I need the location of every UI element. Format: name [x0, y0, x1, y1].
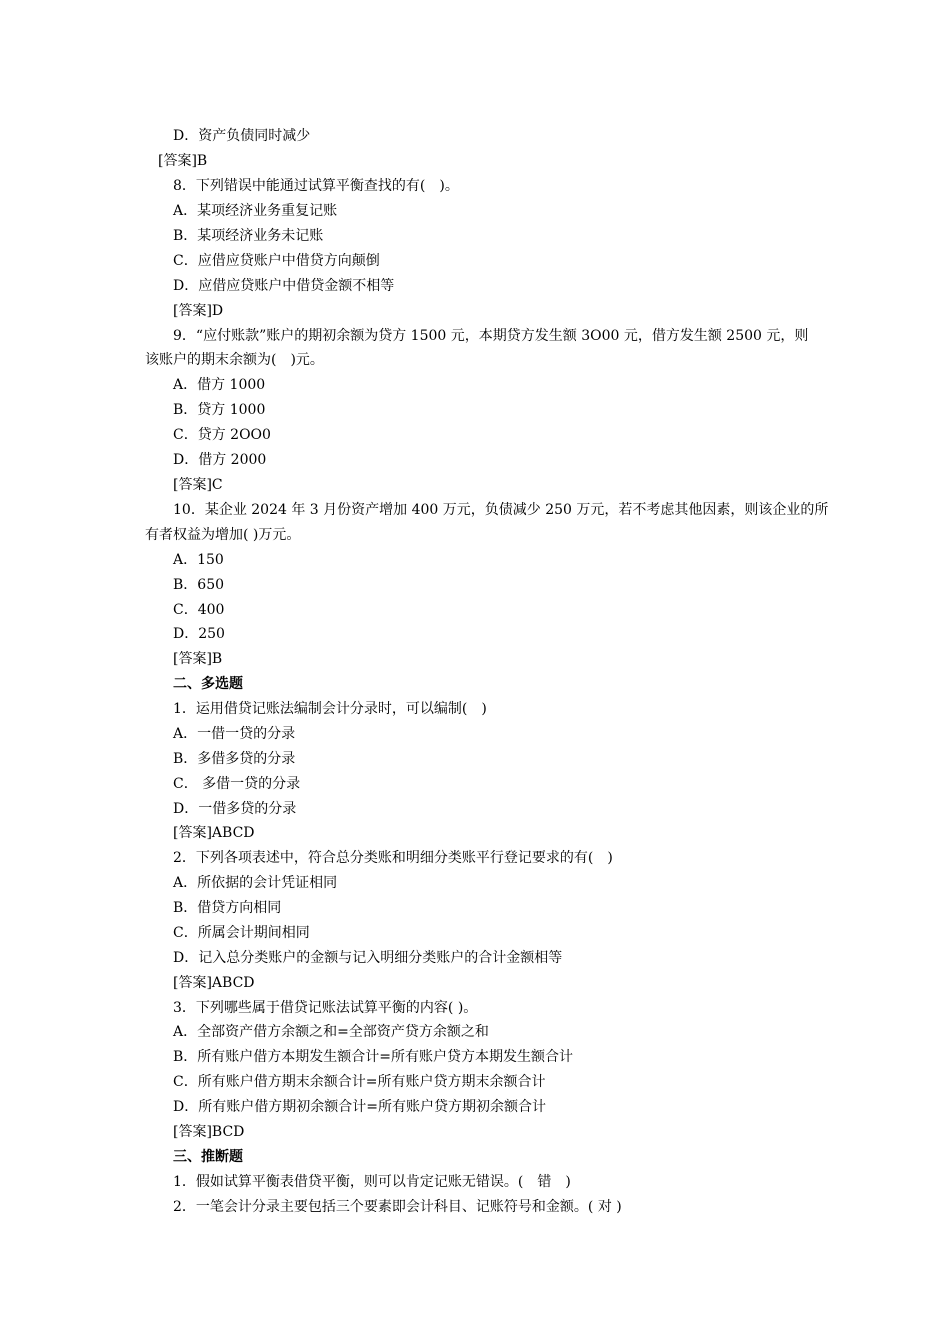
option-line: C．应借应贷账户中借贷方向颠倒	[173, 253, 380, 269]
option-line: D．借方 2000	[173, 452, 267, 468]
option-line: A．某项经济业务重复记账	[173, 203, 338, 219]
answer-line: [答案]B	[173, 651, 223, 667]
option-line: A．所依据的会计凭证相同	[173, 875, 338, 891]
option-line: D．记入总分类账户的金额与记入明细分类账户的合计金额相等	[173, 950, 563, 966]
answer-line: [答案]B	[158, 153, 208, 169]
option-line: D．所有账户借方期初余额合计=所有账户贷方期初余额合计	[173, 1099, 546, 1115]
answer-line: [答案]D	[173, 303, 224, 319]
option-line: B．所有账户借方本期发生额合计=所有账户贷方本期发生额合计	[173, 1049, 574, 1065]
question-line: 10．某企业 2024 年 3 月份资产增加 400 万元，负债减少 250 万元，若不考虑其他因素，则该企业的所	[173, 502, 829, 518]
option-line: B．借贷方向相同	[173, 900, 282, 916]
option-line: D．250	[173, 626, 225, 642]
question-line: 9．“应付账款”账户的期初余额为贷方 1500 元，本期贷方发生额 3O00 元，借方发生额 2500 元，则	[173, 328, 809, 344]
question-line-continued: 有者权益为增加( )万元。	[145, 527, 301, 543]
answer-line: [答案]ABCD	[173, 825, 255, 841]
section-heading: 三、推断题	[173, 1149, 243, 1165]
option-line: C．所属会计期间相同	[173, 925, 310, 941]
option-line: B．多借多贷的分录	[173, 751, 296, 767]
option-line: B．贷方 1000	[173, 402, 266, 418]
option-line: B．650	[173, 577, 225, 593]
section-heading: 二、多选题	[173, 676, 243, 692]
option-line: D．应借应贷账户中借贷金额不相等	[173, 278, 395, 294]
option-line: C． 多借一贷的分录	[173, 776, 301, 792]
question-line: 8．下列错误中能通过试算平衡查找的有( )。	[173, 178, 459, 194]
answer-line: [答案]BCD	[173, 1124, 245, 1140]
option-line: A．全部资产借方余额之和=全部资产贷方余额之和	[173, 1024, 489, 1040]
judgment-line: 2．一笔会计分录主要包括三个要素即会计科目、记账符号和金额。( 对 )	[173, 1199, 622, 1215]
question-line: 2．下列各项表述中，符合总分类账和明细分类账平行登记要求的有( )	[173, 850, 613, 866]
question-line: 1．运用借贷记账法编制会计分录时，可以编制( )	[173, 701, 487, 717]
answer-line: [答案]ABCD	[173, 975, 255, 991]
option-line: A．借方 1000	[173, 377, 266, 393]
option-line: C．贷方 2OO0	[173, 427, 271, 443]
option-line: C．所有账户借方期末余额合计=所有账户贷方期末余额合计	[173, 1074, 546, 1090]
question-line: 3．下列哪些属于借贷记账法试算平衡的内容( )。	[173, 1000, 478, 1016]
option-line: D．一借多贷的分录	[173, 801, 297, 817]
answer-line: [答案]C	[173, 477, 223, 493]
question-line-continued: 该账户的期末余额为( )元。	[145, 352, 324, 368]
option-line: D．资产负债同时减少	[173, 128, 311, 144]
judgment-line: 1．假如试算平衡表借贷平衡，则可以肯定记账无错误。( 错 )	[173, 1174, 571, 1190]
option-line: A．一借一贷的分录	[173, 726, 296, 742]
option-line: A．150	[173, 552, 224, 568]
option-line: B．某项经济业务未记账	[173, 228, 324, 244]
option-line: C．400	[173, 602, 225, 618]
